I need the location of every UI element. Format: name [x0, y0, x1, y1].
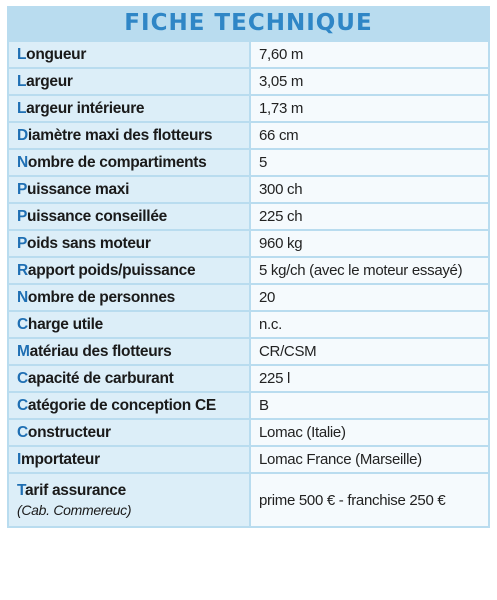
- row-label: [8, 365, 250, 392]
- row-label: [8, 473, 250, 527]
- row-value: 7,60 m: [250, 41, 489, 68]
- label-initial: D: [17, 126, 28, 144]
- row-value: 20: [250, 284, 489, 311]
- table-row: [8, 122, 489, 149]
- table-row: [8, 365, 489, 392]
- row-label: [8, 68, 250, 95]
- table-row: [8, 338, 489, 365]
- label-text: ombre de personnes: [27, 288, 175, 306]
- row-value: Lomac France (Marseille): [250, 446, 489, 473]
- row-value: prime 500 € - franchise 250 €: [250, 473, 489, 527]
- spec-table: [7, 40, 490, 528]
- row-value: 1,73 m: [250, 95, 489, 122]
- table-row: [8, 311, 489, 338]
- table-row: [8, 203, 489, 230]
- label-initial: T: [17, 482, 26, 499]
- row-value: 5: [250, 149, 489, 176]
- row-value: 960 kg: [250, 230, 489, 257]
- label-text: arif assurance: [25, 482, 126, 499]
- label-initial: M: [17, 342, 30, 360]
- label-text: uissance conseillée: [27, 207, 167, 225]
- row-value: Lomac (Italie): [250, 419, 489, 446]
- label-text: uissance maxi: [27, 180, 130, 198]
- label-initial: I: [17, 450, 22, 468]
- table-row: [8, 95, 489, 122]
- row-value: 5 kg/ch (avec le moteur essayé): [250, 257, 489, 284]
- label-text: oids sans moteur: [27, 234, 151, 252]
- table-row: [8, 68, 489, 95]
- label-text: ongueur: [26, 45, 87, 63]
- label-initial: R: [17, 261, 28, 279]
- row-label: [8, 230, 250, 257]
- label-initial: L: [17, 72, 27, 90]
- table-row: [8, 419, 489, 446]
- table-row: [8, 41, 489, 68]
- label-text: apacité de carburant: [27, 369, 174, 387]
- row-label: [8, 446, 250, 473]
- spec-title: FICHE TECHNIQUE: [124, 10, 373, 36]
- row-value: 225 ch: [250, 203, 489, 230]
- label-text: harge utile: [27, 315, 103, 333]
- label-initial: L: [17, 45, 27, 63]
- label-text: ombre de compartiments: [27, 153, 207, 171]
- row-value: 66 cm: [250, 122, 489, 149]
- row-label: [8, 392, 250, 419]
- spec-header: [7, 6, 490, 40]
- table-row: [8, 446, 489, 473]
- table-row: [8, 230, 489, 257]
- table-row: [8, 473, 489, 527]
- label-text: argeur: [26, 72, 73, 90]
- row-label: [8, 284, 250, 311]
- label-initial: C: [17, 423, 28, 441]
- row-label: [8, 257, 250, 284]
- label-text: atégorie de conception CE: [27, 396, 216, 414]
- label-text: apport poids/puissance: [27, 261, 196, 279]
- row-label: [8, 311, 250, 338]
- row-label: [8, 41, 250, 68]
- label-text: atériau des flotteurs: [29, 342, 172, 360]
- row-label: [8, 122, 250, 149]
- row-label: [8, 95, 250, 122]
- label-initial: N: [17, 153, 28, 171]
- table-row: [8, 392, 489, 419]
- label-text: onstructeur: [27, 423, 111, 441]
- label-text: mportateur: [21, 450, 100, 468]
- row-label: [8, 149, 250, 176]
- label-subtext: (Cab. Commereuc): [17, 502, 132, 518]
- table-row: [8, 284, 489, 311]
- label-initial: N: [17, 288, 28, 306]
- row-label: [8, 176, 250, 203]
- row-label: [8, 419, 250, 446]
- row-value: 300 ch: [250, 176, 489, 203]
- row-value: CR/CSM: [250, 338, 489, 365]
- row-label: [8, 338, 250, 365]
- label-text: argeur intérieure: [26, 99, 145, 117]
- label-initial: C: [17, 396, 28, 414]
- row-value: 3,05 m: [250, 68, 489, 95]
- label-initial: P: [17, 180, 28, 198]
- table-row: [8, 257, 489, 284]
- row-value: n.c.: [250, 311, 489, 338]
- row-value: B: [250, 392, 489, 419]
- row-value: 225 l: [250, 365, 489, 392]
- label-initial: P: [17, 234, 28, 252]
- label-text: iamètre maxi des flotteurs: [27, 126, 213, 144]
- table-row: [8, 176, 489, 203]
- label-initial: C: [17, 315, 28, 333]
- label-initial: L: [17, 99, 27, 117]
- row-label: [8, 203, 250, 230]
- table-row: [8, 149, 489, 176]
- label-initial: P: [17, 207, 28, 225]
- label-initial: C: [17, 369, 28, 387]
